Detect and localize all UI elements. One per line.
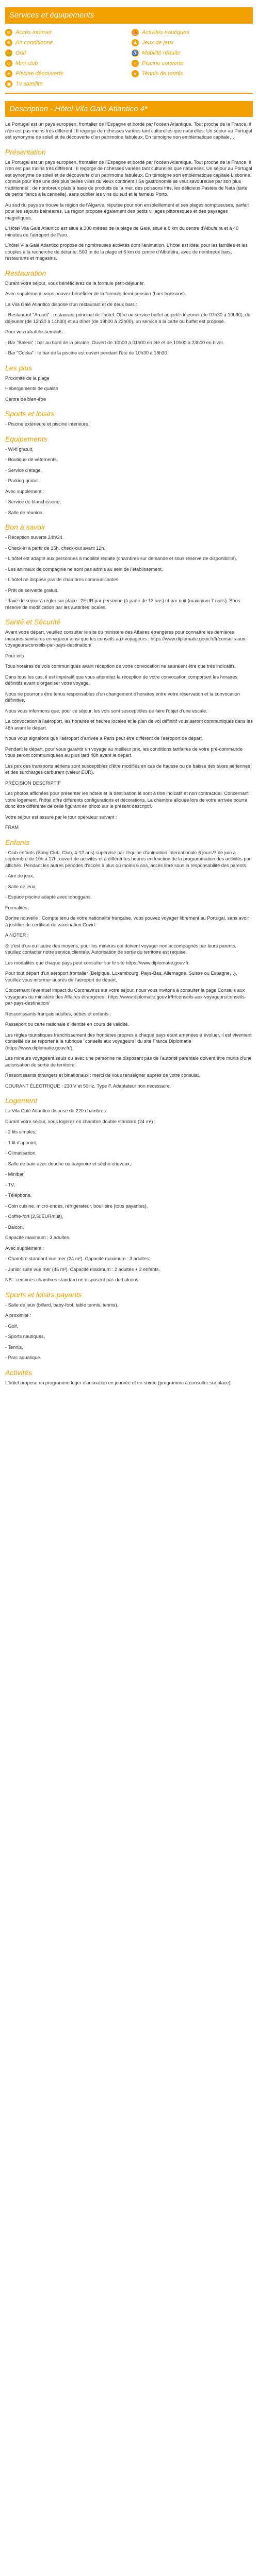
section-paragraph: - Les animaux de compagnie ne sont pas admis au sein de l'établissement. [5,566,163,572]
snowflake-icon: ❄ [5,39,12,46]
section-title: Bon à savoir [5,523,45,531]
section-paragraph: PRÉCISION DESCRIPTIF [5,780,61,786]
divider [5,93,253,94]
section-paragraph: - Club enfants (Baby Club, Club, 4-12 ans) supervisé par l'équipe d'animation internationale 6 jours/7 de juin à septembre de 10h à 17h, ouvert de activités et à différentes heures en fonction de la programmation des activités par affichés. Pendant les autres périodes d'accès à plus ou moins 6 ans, accès libre sous la responsabilité des parents. [5,850,251,868]
section-paragraph: - Bar "Cocka" : le bar de la piscine est ouvert pendant l'été de 10h30 à 18h30. [5,350,169,355]
section-paragraph: - Restaurant "Arcadi" : restaurant principal de l'hôtel. Offre un service buffet au petit-déjeuner (de 07h30 à 10h30), du déjeuner (de 12h30 à 14h30) et au dîner (de 19h00 à 22h00), un service à la carte ou buffet est proposé. [5,312,251,324]
section-paragraph: - Bar "Baleia" : bar au bord de la piscine. Ouvert de 10h00 à 01h00 en été et de 10h00 à 23h00 en hiver. [5,340,224,345]
section-paragraph: - TV, [5,1182,15,1188]
section-paragraph: - Taxe de séjour à régler sur place : 2EUR par personne (à partir de 13 ans) et par nuit (maximum 7 nuits). Sous réserve de modification par les autorités locales. [5,598,240,610]
section-paragraph: - Boutique de vêtements, [5,457,58,462]
section-paragraph: La Vila Galé Atlantico dispose d'un restaurant et de deux bars : [5,301,137,307]
section-paragraph: Nous vous informons que, pour ce séjour, les vols sont susceptibles de faire l'objet d'une escale. [5,708,207,714]
section-paragraph: Ressortissants étrangers et binationaux : merci de vous renseigner auprès de votre consulat. [5,1073,200,1078]
section-title: Equipements [5,434,47,443]
service-item [5,29,126,36]
section-paragraph: - Espace piscine adapté avec toboggans. [5,894,92,900]
section-paragraph: Pour tout départ d'un aéroport frontalier (Belgique, Luxembourg, Pays-Bas, Allemagne, Suisse ou Espagne…), veuillez vous informer auprès de l'aéroport de départ. [5,971,237,982]
service-label: Air conditionné [15,40,53,46]
section-paragraph: - L'hôtel est adapté aux personnes à mobilité réduite (chambres sur demande et sous réserve de disponibilité). [5,556,237,561]
section-paragraph: A NOTER : [5,933,29,938]
boat-icon: ⛵ [132,29,139,36]
section-paragraph: Pour vos rafraîchissements : [5,329,66,334]
section-paragraph: - 2 lits simples, [5,1129,37,1134]
service-item [132,29,253,36]
section-paragraph: Le Portugal est un pays européen, frontalier de l'Espagne et bordé par l'océan Atlantique. Tout proche de la France, il n'en est pas moins très différent ! Il regorge de richesses variées tant culturelles que naturelles. Un séjour au Portugal est synonyme de soleil et de découverte d'un patrimoine fabuleux. En témoigne son emblématique capitale Lisbonne, connue pour être une des plus belles villes du vieux continent ! Sa gastronomie se veut savoureuse par son plus traditionnel : de nombreux plats à base de produits de la mer, des poissons frits, les délicieux Pasteis de Nata (tarte de petits flancs à la cannelle), sans oublier les vins du sud et le fameux Porto. [5,159,252,197]
service-label: Mobilité réduite [142,50,181,56]
section-paragraph: Concernant l'éventuel impact du Coronavirus sur votre séjour, nous vous invitons à consulter la page Conseils aux voyageurs du ministère des Affaires étrangères : https://www.diplomatie.gouv.fr/fr/conseils-aux-voyageurs/conseils-par-pays-destination/ [5,988,246,1006]
tennis-icon: ● [132,70,139,77]
section-paragraph: Les prix des transports aériens sont susceptibles d'être modifiés en cas de hausse ou de baisse des taxes aériennes et des surcharges carburant (valeur EUR). [5,763,250,775]
section-title: Logement [5,1096,38,1105]
pool-icon: ≈ [132,60,139,67]
service-label: Jeux de jeux [142,40,174,46]
tv-icon: ▣ [5,80,12,88]
section-paragraph: - Chambre standard vue mer (24 m²). Capacité maximum : 3 adultes. [5,1256,150,1261]
section-paragraph: - Salle de jeux, [5,884,37,889]
section-paragraph: COURANT ÉLECTRIQUE : 230 V et 50Hz. Type F. Adaptateur non nécessaire. [5,1083,171,1089]
section-title: Sports et loisirs payants [5,1290,82,1299]
golf-icon: ⛳ [5,49,12,57]
service-label: Piscine couverte [142,60,184,66]
section-paragraph: Nous vous signalons que l'aéroport d'arrivée à Paris peut être différent de l'aéroport de départ. [5,736,203,741]
services-grid [5,24,253,93]
section-paragraph: - Téléphone, [5,1193,32,1198]
intro-paragraph: Le Portugal est un pays européen, frontalier de l'Espagne et bordé par l'océan Atlantique. Tout proche de la France, il n'en est pas moins très différent ! Il regorge de richesses variées tant culturelles que naturelles. Un séjour au Portugal est synonyme de soleil et de découverte d'un patrimoine fabuleux. En témoigne son emblématique capitale… [5,122,252,140]
section-paragraph: Formalités [5,905,27,910]
game-icon: ♟ [132,39,139,46]
section-paragraph: - Tennis, [5,1344,23,1350]
wheelchair-icon: ♿ [132,49,139,57]
section-paragraph: Les règles touristiques franchissement des frontières propres à chaque pays étant amenées à évoluer, il est vivement conseillé de se reporter à la rubrique "conseils aux voyageurs" du site France Diplomatie (https://www.diplomatie.gouv.fr/). [5,1032,252,1050]
section-paragraph: Les mineurs voyageant seuls ou avec une personne ne disposant pas de l'autorité parentale doivent être munis d'une autorisation de sortie de territoire. [5,1056,252,1067]
section-paragraph: Proximité de la plage [5,375,50,381]
section-paragraph: Avec supplément, vous pouvez bénéficier de la formule demi-pension (hors boissons). [5,291,186,296]
service-label: Piscine découverte [15,71,63,77]
section-paragraph: - Parking gratuit. [5,478,40,483]
section-paragraph: Pendant le départ, pour vous garantir un voyage au meilleur prix, les conditions tarifaires de votre pré-commande vous seront communiquées au plus tard 48h avant le départ. [5,746,243,758]
section-paragraph: - Prêt de serviette gratuit. [5,587,59,593]
section-paragraph: - Coin cuisine, micro-ondes, réfrigérateur, bouilloire (tous payantes), [5,1203,148,1209]
section-paragraph: A proximité : [5,1313,31,1318]
section-paragraph: - Coffre-fort (2,50EUR/nuit), [5,1214,63,1219]
service-label: Tv satellite [15,81,43,87]
section-title: Sports et loisirs [5,410,55,418]
service-label: Mini club [15,60,38,66]
section-title: Les plus [5,363,33,372]
section-paragraph: - Sports nautiques, [5,1334,45,1339]
section-paragraph: Pour info [5,653,24,658]
section-paragraph: - Service de blanchisserie, [5,499,61,504]
section-paragraph: - Piscine extérieure et piscine intérieure. [5,421,90,427]
service-label: Accès internet [15,29,52,36]
section-paragraph: L'hôtel Vila Galé Atlantico propose de nombreuses activités dont l'animation. L'hôtel est idéal pour les familles et les couples à la recherche de détente. 500 m de la plage et 6 km du centre d'Albufeira, avec de nombreux bars, restaurants et magasins. [5,243,248,261]
section-paragraph: Si c'est d'un ou l'autre des moyens, pour les mineurs qui doivent voyager non accompagnés par leurs parents, veuillez contacter notre service clientèle. Autorisation de sortie du territoire est requise. [5,943,237,955]
section-paragraph: - L'hôtel ne dispose pas de chambres communicantes. [5,577,120,582]
section-title: Santé et Sécurité [5,618,61,626]
service-label: Tennis de tennis [142,71,183,77]
section-paragraph: Capacité maximum : 3 adultes. [5,1235,71,1240]
section-title: Enfants [5,838,30,846]
section-paragraph: L'Hôtel Vila Galé Atlantico est situé à 300 mètres de la plage de Galé, situé à 8 km du centre d'Albufeira et à 40 minutes de l'aéroport de Faro. [5,226,239,238]
description-heading: Description - Hôtel Vila Galé Atlantico 4* [5,101,253,117]
service-item [132,49,253,57]
section-paragraph: Tous horaires de vols communiqués avant réception de votre convocation ne sauraient être que très indicatifs. [5,664,236,669]
service-item [5,39,126,46]
section-paragraph: Avant votre départ, veuillez consulter le site du ministère des Affaires étrangères pour connaître les dernières mesures sanitaires en vigueur ainsi que les conseils aux voyageurs : https://www.diplomatie.gouv.fr/fr/conseils-aux-voyageurs/conseils-par-pays-destination/ [5,630,247,648]
section-paragraph: - Minibar, [5,1172,25,1177]
section-paragraph: Avec supplément : [5,488,44,494]
section-paragraph: La convocation à l'aéroport, les horaires et heures locales et le plan de vol définitif vous seront communiqués dans les 48h avant le départ. [5,719,253,731]
section-paragraph: Nous ne pourrons être tenus responsables d'un changement d'horaires entre votre réservation et la convocation définitive. [5,691,240,703]
section-paragraph: - Parc aquatique. [5,1355,41,1360]
pool-outdoor-icon: ☀ [5,70,12,77]
section-paragraph: Avec supplément : [5,1245,44,1251]
section-paragraph: - Golf, [5,1323,19,1329]
service-label: Golf [15,50,26,56]
section-paragraph: Ressortissants français adultes, bébés et enfants : [5,1011,111,1016]
wifi-icon: ≋ [5,29,12,36]
section-paragraph: Hébergements de qualité [5,386,58,391]
section-paragraph: Durant votre séjour, vous bénéficierez de la formule petit-déjeuner. [5,280,145,286]
section-paragraph: L'hôtel propose un programme léger d'animation en journée et en soirée (programme à consulter sur place). [5,1380,232,1385]
service-item [132,39,253,46]
section-paragraph: Dans tous les cas, il est impératif que vous attendiez la réception de votre convocation comportant les horaires définitifs avant d'organiser votre voyage. [5,674,237,686]
service-item [5,60,126,67]
service-label: Activités nautiques [142,29,189,36]
section-paragraph: - Junior suite vue mer (45 m²). Capacité maximum : 2 adultes + 2 enfants. [5,1266,160,1272]
section-paragraph: Au sud du pays se trouve la région de l'Algarve, réputée pour son ensoleillement et ses plages somptueuses, parfait pour les séjours balnéaires. La région propose également des petits villages pittoresques et des paysages magnifiques. [5,202,249,221]
section-paragraph: Les photos affichées pour présenter les hôtels et la destination le sont à titre indicatif et non contractuel. Concernant votre logement, l'hôtel offre différents configurations et décorations. La chambre allouée lors de votre arrivée pourra donc être différente de celle figurant en photo sur le présent descriptif. [5,791,249,809]
section-paragraph: - Salle de réunion. [5,510,44,515]
section-paragraph: NB : certaines chambres standard ne disposent pas de balcons. [5,1277,140,1282]
service-item [5,80,126,88]
section-paragraph: - 1 lit d'appoint, [5,1140,38,1145]
service-item [132,60,253,67]
service-item [132,70,253,77]
section-paragraph: - Wi-fi gratuit, [5,446,34,452]
section-paragraph: - Aire de jeux, [5,873,35,878]
description-intro [5,121,253,141]
services-heading: Services et équipements [5,7,253,24]
service-item [5,70,126,77]
child-icon: ☺ [5,60,12,67]
section-paragraph: Passeport ou carte nationale d'identité en cours de validité. [5,1022,130,1027]
section-paragraph: Votre séjour est assuré par le tour opérateur suivant : [5,814,117,820]
section-paragraph: - Salle de jeux (billard, baby-foot, table tennis, tennis). [5,1302,119,1308]
section-paragraph: - Service d'étage, [5,467,42,473]
service-item [5,49,126,57]
description-sections [5,148,253,1386]
section-paragraph: - Salle de bain avec douche ou baignoire et sèche-cheveux, [5,1161,131,1166]
section-paragraph: - Réception ouverte 24h/24. [5,535,64,540]
section-title: Présentation [5,147,46,156]
section-paragraph: - Climatisation, [5,1150,37,1156]
section-title: Activités [5,1368,33,1377]
section-paragraph: - Balcon. [5,1224,24,1230]
page [0,7,258,1386]
section-paragraph: Bonne nouvelle : Compte tenu de votre nationalité française, vous pouvez voyager librement au Portugal, sans avoir à justifier de certificat de vaccination Covid. [5,916,249,927]
section-paragraph: Durant votre séjour, vous logerez en chambre double standard (24 m²) : [5,1118,156,1124]
section-paragraph: Les modalités que chaque pays peut consulter sur le site https://www.diplomatie.gouv.fr. [5,960,190,965]
section-paragraph: FRAM [5,825,19,830]
section-paragraph: Centre de bien-être [5,396,46,402]
section-title: Restauration [5,268,46,277]
section-paragraph: La Vila Galé Atlantico dispose de 220 chambres. [5,1108,107,1113]
section-paragraph: - Check-in à partir de 15h, check-out avant 12h. [5,545,106,551]
